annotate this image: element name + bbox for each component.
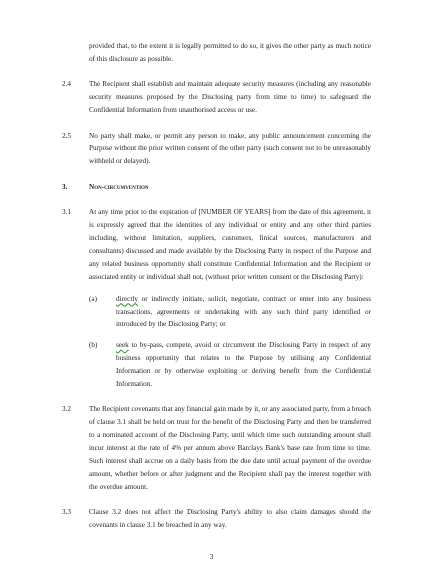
continuation-paragraph: provided that, to the extent it is legally permitted to do so, it gives the other party as much notice of this disclosure as possible. [89,42,371,63]
clause-text: Clause 3.2 does not affect the Disclosing Party's ability to also claim damages should the covenants in clause 3.1 be breached in any way. [89,508,371,530]
clause-3-3 [62,506,371,532]
clause-number: 3.2 [62,405,71,414]
item-label: (a) [89,294,97,303]
clause-3-1 [62,206,371,283]
clause-3-1-item-a [62,293,371,332]
clause-3-1-item-b [62,339,371,391]
clause-number: 3.1 [62,208,71,217]
clause-number: 2.4 [62,80,71,89]
spellcheck-flagged-word: directly [116,294,138,303]
clause-number: 2.5 [62,131,71,140]
clause-2-5 [62,130,371,169]
clause-text: No party shall make, or permit any person to make, any public announcement concerning the Purpose without the prior written consent of the other party (such consent not to be unreasonably withheld or delayed). [89,131,371,166]
item-text: to by-pass, compete, avoid or circumvent the Disclosing Party in respect of any business opportunity that relates to the Purpose by utilising any Confidential Information or by otherwise exploiting or deriving benefit from the Confidential Information. [116,340,371,388]
section-title: Non-circumvention [89,182,149,191]
section-number: 3. [62,182,68,191]
clause-3-2 [62,403,371,493]
spellcheck-flagged-word: seek [116,340,129,349]
clause-2-4 [62,78,371,117]
clause-number: 3.3 [62,508,71,517]
clause-text: The Recipient covenants that any financial gain made by it, or any associated party, from a breach of clause 3.1 shall be held on trust for the benefit of the Disclosing Party and then be transferred to a nominated account of the Disclosing Party, until which time such outstanding amount shall incur interest at the rate of 4% per annum above Barclays Bank's base rate from time to time. Such interest shall accrue on a daily basis from the due date until actual payment of the overdue amount, whether before or after judgment and the Recipient shall pay the interest together with the overdue amount. [89,405,371,491]
page-number: 3 [209,553,214,561]
section-3-heading [62,181,371,194]
item-text: or indirectly initiate, solicit, negotiate, contract or enter into any business transactions, agreements or undertaking with any such third party identified or introduced by the Disclosing Party; or [116,294,371,329]
clause-text: The Recipient shall establish and maintain adequate security measures (including any reasonable security measures proposed by the Disclosing party from time to time) to safeguard the Confidential Information from unauthorised access or use. [89,80,371,115]
item-label: (b) [89,340,98,349]
clause-text: At any time prior to the expiration of [NUMBER OF YEARS] from the date of this agreement, it is expressly agreed that the identities of any individual or entity and any other third parties including, without limitation, suppliers, customers, finical sources, manufacturers and consultants) discussed and made available by the Disclosing Party in respect of the Purpose and any related business opportunity shall constitute Confidential Information and the Recipient or associated entity or individual shall not, (without prior written consent or the Disclosing Party): [89,208,371,281]
